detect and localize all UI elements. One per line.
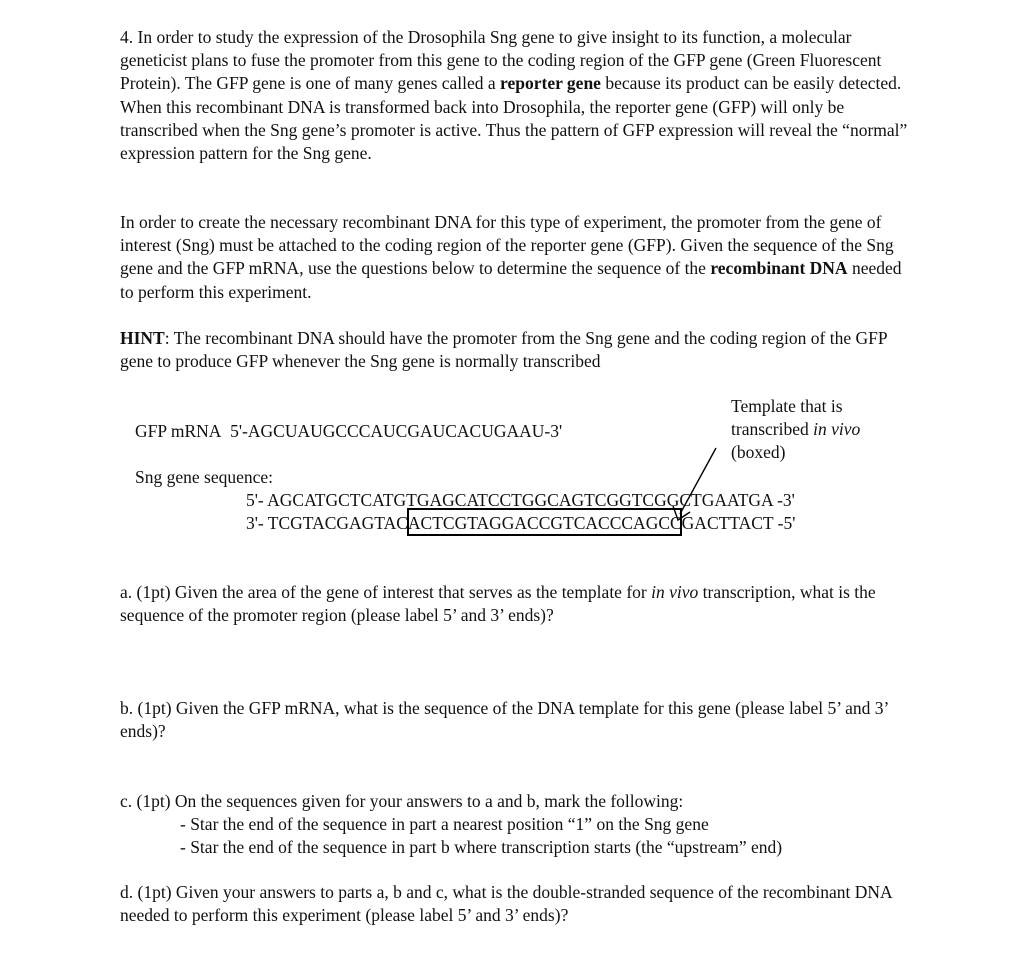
template-note-line-1: Template that is: [731, 396, 843, 416]
intro-paragraph-2: [120, 211, 910, 304]
question-a: [120, 581, 920, 627]
template-note-line-2: [731, 418, 860, 441]
reporter-gene-term: reporter gene: [500, 73, 601, 94]
question-a-in-vivo: in vivo: [651, 582, 699, 602]
intro-text-2b: needed to perform this experiment.: [120, 258, 902, 302]
gfp-mrna-label: GFP mRNA: [135, 421, 222, 441]
question-b: b. (1pt) Given the GFP mRNA, what is the sequence of the DNA template for this gene (please label 5’ and 3’ ends)?: [120, 698, 889, 742]
sng-top-strand: 5'- AGCATGCTCATGTGAGCATCCTGGCAGTCGGTCGGCTGAATGA -3': [246, 490, 795, 510]
sng-gene-label: Sng gene sequence:: [135, 467, 274, 487]
hint-text: : The recombinant DNA should have the promoter from the Sng gene and the coding region of the GFP gene to produce GFP whenever the Sng gene is normally transcribed: [120, 328, 887, 372]
gfp-mrna-sequence: 5'-AGCUAUGCCCAUCGAUCACUGAAU-3': [230, 421, 563, 441]
template-note: [731, 395, 860, 464]
hint-paragraph: [120, 327, 910, 373]
question-a-text-2: transcription, what is the sequence of the promoter region (please label 5’ and 3’ ends)?: [120, 582, 876, 626]
template-note-in-vivo: in vivo: [813, 419, 861, 439]
question-c-intro: c. (1pt) On the sequences given for your answers to a and b, mark the following:: [120, 791, 684, 811]
intro-paragraph-1: [120, 26, 910, 165]
question-d: d. (1pt) Given your answers to parts a, b and c, what is the double-stranded sequence of the recombinant DNA needed to perform this experiment (please label 5’ and 3’ ends)?: [120, 882, 892, 926]
question-a-text-1: a. (1pt) Given the area of the gene of interest that serves as the template for: [120, 582, 652, 602]
template-note-transcribed: transcribed: [731, 419, 814, 439]
intro-text-2a: In order to create the necessary recombinant DNA for this type of experiment, the promoter from the gene of interest (Sng) must be attached to the coding region of the reporter gene (GFP). Given the sequence of the Sng gene and the GFP mRNA, use the questions below to determine the sequence of the: [120, 212, 894, 279]
recombinant-dna-term: recombinant DNA: [710, 258, 848, 279]
question-c-bullet-1: - Star the end of the sequence in part a nearest position “1” on the Sng gene: [180, 814, 709, 835]
question-c-bullet-2: - Star the end of the sequence in part b where transcription starts (the “upstream” end): [180, 837, 783, 858]
intro-text-1b: because its product can be easily detected. When this recombinant DNA is transformed back into Drosophila, the reporter gene (GFP) will only be transcribed when the Sng gene’s promoter is active. Thus the pattern of GFP expression will reveal the “normal” expression pattern for the Sng gene.: [120, 73, 908, 164]
sng-bottom-strand: 3'- TCGTACGAGTACACTCGTAGGACCGTCACCCAGCCGACTTACT -5': [246, 513, 796, 533]
gfp-mrna-row: [135, 420, 562, 443]
template-note-line-3: (boxed): [731, 442, 786, 462]
question-c: [120, 790, 920, 860]
intro-text-1a: 4. In order to study the expression of the Drosophila Sng gene to give insight to its function, a molecular geneticist plans to fuse the promoter from this gene to the coding region of the GFP gene (Green Fluorescent Protein). The GFP gene is one of many genes called a: [120, 27, 882, 94]
hint-label: HINT: [120, 328, 165, 348]
template-box: [407, 508, 682, 536]
